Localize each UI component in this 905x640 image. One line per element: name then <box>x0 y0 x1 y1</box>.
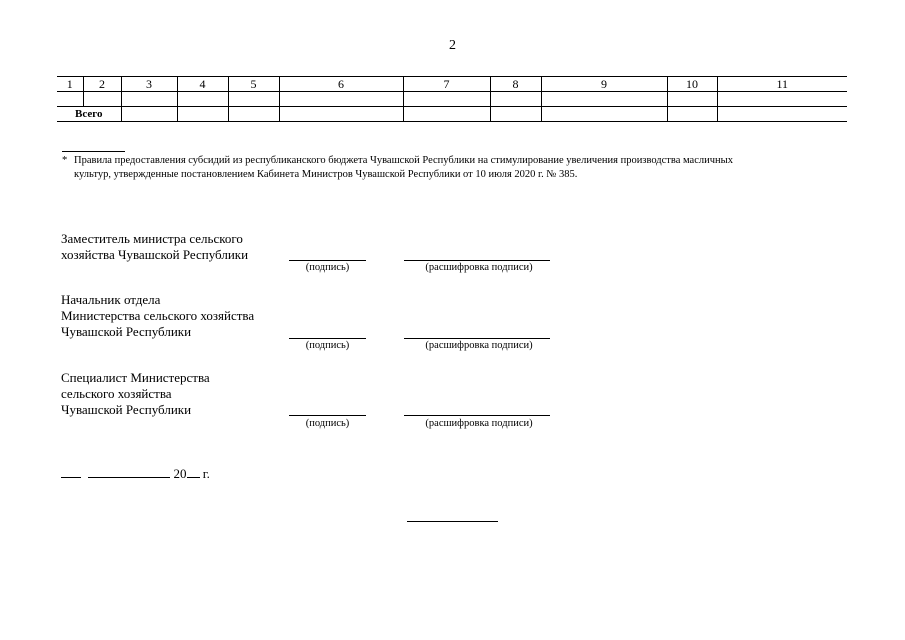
table-cell <box>403 92 490 107</box>
table-header-cell: 8 <box>490 77 541 92</box>
signatory-position-line: Заместитель министра сельского <box>61 231 243 246</box>
signature-decoding-caption: (расшифровка подписи) <box>425 262 533 273</box>
signatory-1-position <box>61 231 248 263</box>
signatory-position-line: Министерства сельского хозяйства <box>61 308 255 323</box>
table-cell <box>279 92 403 107</box>
table-header-cell: 4 <box>177 77 228 92</box>
signatory-3-position <box>61 370 210 418</box>
date-line <box>61 465 210 482</box>
year-blank <box>187 465 200 478</box>
table-cell <box>717 107 847 122</box>
year-suffix: г. <box>199 466 210 481</box>
table-header-cell: 11 <box>717 77 847 92</box>
data-table <box>57 76 847 122</box>
table-cell <box>121 92 177 107</box>
table-cell <box>403 107 490 122</box>
table-header-cell: 7 <box>403 77 490 92</box>
table-total-row <box>57 107 847 122</box>
table-cell <box>83 92 121 107</box>
signature-caption: (подпись) <box>305 418 350 429</box>
table-cell <box>541 92 667 107</box>
day-blank <box>61 465 81 478</box>
footnote-separator <box>62 151 125 152</box>
signature-decoding-line <box>404 415 550 416</box>
table-cell <box>490 92 541 107</box>
table-header-cell: 2 <box>83 77 121 92</box>
table-header-cell: 3 <box>121 77 177 92</box>
table-cell <box>121 107 177 122</box>
table-cell <box>667 92 717 107</box>
table-cell <box>667 107 717 122</box>
table-cell <box>717 92 847 107</box>
table-header-cell: 5 <box>228 77 279 92</box>
footnote <box>62 154 847 182</box>
signatory-position-line: сельского хозяйства <box>61 386 172 401</box>
total-label: Всего <box>57 107 121 122</box>
footnote-line-1: Правила предоставления субсидий из республиканского бюджета Чувашской Республики на стимулирование увеличения производства масличных <box>74 155 733 166</box>
month-blank <box>88 465 170 478</box>
page-number: 2 <box>449 38 456 53</box>
signatory-2-position <box>61 292 254 340</box>
table-header-row <box>57 77 847 92</box>
table-header-cell: 9 <box>541 77 667 92</box>
footnote-mark: * <box>62 155 68 166</box>
table-cell <box>541 107 667 122</box>
signatory-position-line: Начальник отдела <box>61 292 161 307</box>
signature-caption: (подпись) <box>305 340 350 351</box>
table-cell <box>177 92 228 107</box>
signature-line <box>289 338 366 339</box>
table-cell <box>490 107 541 122</box>
table-cell <box>228 92 279 107</box>
signature-decoding-caption: (расшифровка подписи) <box>425 340 533 351</box>
table-cell <box>57 92 83 107</box>
table-cell <box>177 107 228 122</box>
table-row <box>57 92 847 107</box>
table-header-cell: 1 <box>57 77 83 92</box>
footnote-line-2: культур, утвержденные постановлением Кабинета Министров Чувашской Республики от 10 июля 2020 г. № 385. <box>74 169 578 180</box>
signature-caption: (подпись) <box>305 262 350 273</box>
signatory-position-line: Чувашской Республики <box>61 402 192 417</box>
table-cell <box>228 107 279 122</box>
signatory-position-line: Специалист Министерства <box>61 370 210 385</box>
signature-decoding-line <box>404 260 550 261</box>
signature-decoding-caption: (расшифровка подписи) <box>425 418 533 429</box>
signatory-position-line: Чувашской Республики <box>61 324 192 339</box>
signature-line <box>289 260 366 261</box>
table-header-cell: 6 <box>279 77 403 92</box>
document-end-rule <box>407 521 498 522</box>
signatory-position-line: хозяйства Чувашской Республики <box>61 247 249 262</box>
signature-decoding-line <box>404 338 550 339</box>
year-prefix: 20 <box>173 466 187 481</box>
signature-line <box>289 415 366 416</box>
table-header-cell: 10 <box>667 77 717 92</box>
table-cell <box>279 107 403 122</box>
